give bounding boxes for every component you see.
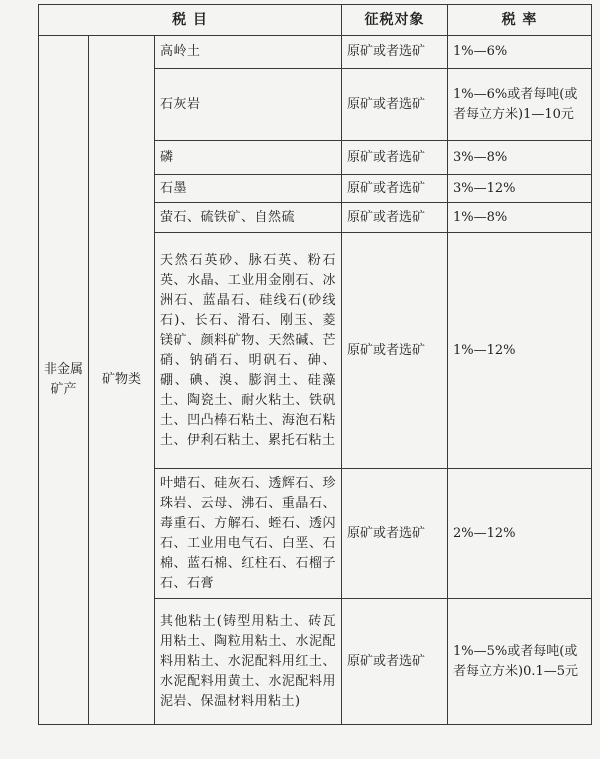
tax-rate-table: [38, 4, 592, 725]
object-cell: 原矿或者选矿: [342, 141, 448, 175]
rate-cell: 1%—12%: [448, 233, 592, 469]
rate-cell: 2%—12%: [448, 469, 592, 599]
object-cell: 原矿或者选矿: [342, 599, 448, 725]
item-cell: 萤石、硫铁矿、自然硫: [155, 203, 342, 233]
item-cell: 石墨: [155, 175, 342, 203]
rate-cell: 3%—8%: [448, 141, 592, 175]
object-cell: 原矿或者选矿: [342, 36, 448, 69]
category-line2: 矿产: [50, 382, 77, 397]
item-cell: 石灰岩: [155, 69, 342, 141]
rate-cell: 1%—6%或者每吨(或者每立方米)1—10元: [448, 69, 592, 141]
object-cell: 原矿或者选矿: [342, 175, 448, 203]
item-cell: 其他粘土(铸型用粘土、砖瓦用粘土、陶粒用粘土、水泥配料用粘土、水泥配料用红土、水泥配料用黄土、水泥配料用泥岩、保温材料用粘土): [155, 599, 342, 725]
object-cell: 原矿或者选矿: [342, 469, 448, 599]
rate-cell: 1%—5%或者每吨(或者每立方米)0.1—5元: [448, 599, 592, 725]
rate-cell: 1%—6%: [448, 36, 592, 69]
rate-cell: 3%—12%: [448, 175, 592, 203]
item-cell: 磷: [155, 141, 342, 175]
item-cell: 叶蜡石、硅灰石、透辉石、珍珠岩、云母、沸石、重晶石、毒重石、方解石、蛭石、透闪石、工业用电气石、白垩、石棉、蓝石棉、红柱石、石榴子石、石膏: [155, 469, 342, 599]
item-cell: 天然石英砂、脉石英、粉石英、水晶、工业用金刚石、冰洲石、蓝晶石、硅线石(砂线石)、长石、滑石、刚玉、菱镁矿、颜料矿物、天然碱、芒硝、钠硝石、明矾石、砷、硼、碘、溴、膨润土、硅藻土、陶瓷土、耐火粘土、铁矾土、凹凸棒石粘土、海泡石粘土、伊利石粘土、累托石粘土: [155, 233, 342, 469]
object-cell: 原矿或者选矿: [342, 233, 448, 469]
object-cell: 原矿或者选矿: [342, 69, 448, 141]
subcategory-cell: 矿物类: [89, 36, 155, 725]
category-line1: 非金属: [44, 362, 84, 377]
header-object: 征税对象: [342, 5, 448, 36]
header-item: 税 目: [39, 5, 342, 36]
table-header-row: [39, 5, 592, 36]
object-cell: 原矿或者选矿: [342, 203, 448, 233]
header-rate: 税 率: [448, 5, 592, 36]
table-row: [39, 36, 592, 69]
rate-cell: 1%—8%: [448, 203, 592, 233]
item-cell: 高岭土: [155, 36, 342, 69]
category-cell: [39, 36, 89, 725]
